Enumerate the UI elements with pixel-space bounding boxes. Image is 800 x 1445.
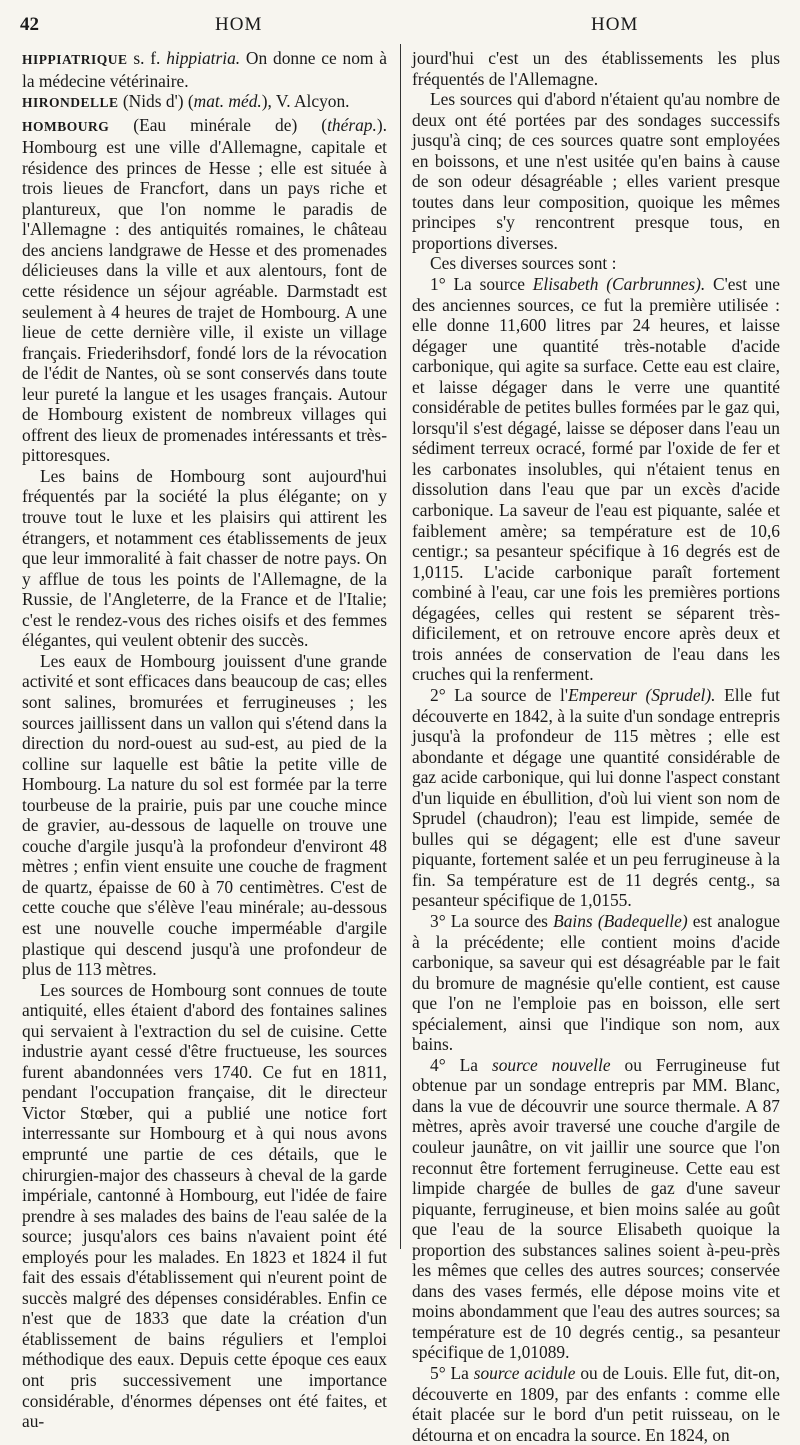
page-header: [20, 14, 780, 44]
source-acidule: 5° La source acidule ou de Louis. Elle fut, dit-on, découverte en 1809, par des enfants : comme elle était placée sur le bord d'un petit ruisseau, on le détourna et on encadra la source. En 1824, on: [412, 1363, 780, 1445]
paragraph: Les sources qui d'abord n'étaient qu'au nombre de deux ont été portées par des sondages successifs jusqu'à cinq; de ces sources quatre sont employées en boissons, et une n'est usitée qu'en bains à cause de son odeur désagréable ; elles varient presque toutes dans leur composition, quoique les mêmes principes s'y rencontrent presque tous, en proportions diverses.: [412, 89, 780, 253]
paragraph: Les sources de Hombourg sont connues de toute antiquité, elles étaient d'abord des fontaines salines qui servaient à l'extraction du sel de cuisine. Cette industrie ayant cessé d'être fructueuse, les sources furent abandonnées vers 1740. Ce fut en 1811, pendant l'occupation française, dit le directeur Victor Stœber, qui a publié une notice fort interressante sur Hombourg et à qui nous avons emprunté une partie de ces détails, que le chirurgien-major des chasseurs à cheval de la garde impériale, cantonné à Hombourg, eut l'idée de faire prendre à ses malades des bains de l'eau salée de la source; jusqu'alors ces bains n'avaient point été employés pour les malades. En 1823 et 1824 il fut fait des essais d'établissement qui n'eurent point de succès malgré des dépenses considérables. Enfin ce n'est que de 1833 que date la création d'un établissement de bains réguliers et l'emploi méthodique des eaux. Depuis cette époque ces eaux ont pris successivement une importance considérable, d'énormes dépenses ont été faites, et au-: [22, 979, 387, 1432]
left-column: [22, 48, 387, 1432]
page-number: 42: [20, 14, 39, 35]
source-empereur: 2° La source de l'Empereur (Sprudel). Elle fut découverte en 1842, à la suite d'un sondage entrepris jusqu'à la profondeur de 115 mètres ; elle est abondante et dégage une quantité considérable de gaz acide carbonique, qui lui donne l'aspect constant d'un liquide en ébullition, d'où lui vient son nom de Sprudel (chaudron); l'eau est limpide, semée de bulles qui se dégagent; elle est d'une saveur piquante, fortement salée et un peu ferrugineuse à la fin. Sa température est de 11 degrés centg., sa pesanteur spécifique de 1,0155.: [412, 684, 780, 911]
source-nouvelle: 4° La source nouvelle ou Ferrugineuse fut obtenue par un sondage entrepris par MM. Blanc, dans la vue de découvrir une source thermale. A 87 mètres, après avoir traversé une couche d'argile de couleur jaunâtre, on vit jaillir une source que l'on reconnut être fortement ferrugineuse. Cette eau est limpide chargée de bulles de gaz d'une saveur piquante, ferrugineuse, et bien moins salée au goût que l'eau de la source Elisabeth quoique la proportion des substances salines soient à-peu-près les mêmes que celles des autres sources; conservée dans des vases fermés, elle dépose moins vite et moins abondamment que l'eau des autres sources; sa température est de 10 degrés centig., sa pesanteur spécifique de 1,01089.: [412, 1054, 780, 1363]
entry-hippiatrique: HIPPIATRIQUE s. f. hippiatria. On donne ce nom à la médecine vétérinaire.: [22, 48, 387, 91]
right-column: [412, 48, 780, 1445]
paragraph: Les eaux de Hombourg jouissent d'une grande activité et sont efficaces dans beaucoup de cas; elles sont salines, bromurées et ferrugineuses ; les sources jaillissent dans un vallon qui s'étend dans la direction du nord-ouest au sud-est, au pied de la colline sur laquelle est bâtie la petite ville de Hombourg. La nature du sol est formée par la terre tourbeuse de la prairie, puis par une couche mince de gravier, au-dessous de laquelle on trouve une couche d'argile jusqu'à la profondeur d'environt 48 mètres ; enfin vient ensuite une couche de fragment de quartz, épaisse de 60 à 70 centimètres. C'est de cette couche que s'élève l'eau minérale; au-dessous est une nouvelle couche imperméable d'argile plastique qui descend jusqu'à une profondeur de plus de 113 mètres.: [22, 650, 387, 980]
entry-hirondelle: HIRONDELLE (Nids d') (mat. méd.), V. Alcyon.: [22, 91, 350, 112]
headword: HIPPIATRIQUE: [22, 52, 128, 67]
entry-hombourg: HOMBOURG (Eau minérale de) (thérap.). Hombourg est une ville d'Allemagne, capitale et résidence des princes de Hesse ; elle est située à trois lieues de Francfort, dans un pays riche et plantureux, que l'on nomme le paradis de l'Allemagne : des antiquités romaines, le château des anciens landgrawe de Hesse et des promenades délicieuses dans la ville et aux alentours, font de cette résidence un séjour agréable. Darmstadt est seulement à 4 heures de trajet de Hombourg. A une lieue de cette dernière ville, il existe un village français. Friederihsdorf, fondé lors de la révocation de l'édit de Nantes, où se sont conservés dans toute leur pureté la langue et les usages français. Autour de Hombourg existent de nombreux villages qui offrent des lieux de promenades intéressants et très-pittoresques.: [22, 114, 387, 466]
running-head-left: HOM: [215, 14, 263, 35]
paragraph-continuation: jourd'hui c'est un des établissements les plus fréquentés de l'Allemagne.: [412, 48, 780, 89]
headword: HIRONDELLE: [22, 95, 119, 111]
column-divider: [400, 44, 401, 1249]
source-elisabeth: 1° La source Elisabeth (Carbrunnes). C'est une des anciennes sources, ce fut la première utilisée : elle donne 11,600 litres par 24 heures, et laisse dégager une quantité très-notable d'acide carbonique, qui agite sa surface. Cette eau est claire, et laisse dégager dans le verre une quantité considérable de petites bulles formées par le gaz qui, lorsqu'il s'est dégagé, laisse se déposer dans l'eau un sédiment terreux ocracé, formé par l'oxide de fer et les carbonates insolubles, qui n'étaient tenus en dissolution dans l'eau que par un excès d'acide carbonique. La saveur de l'eau est piquante, salée et faiblement amère; sa température est de 10,6 centigr.; sa pesanteur spécifique à 16 degrés est de 1,0115. L'acide carbonique paraît fortement combiné à l'eau, car une fois les premières portions dégagées, celles qui restent se séparent très-dificilement, et on retrouve encore après deux et trois années de conservation de l'eau dans les cruches qui la renferment.: [412, 274, 781, 685]
paragraph: Ces diverses sources sont :: [430, 253, 617, 274]
source-bains: 3° La source des Bains (Badequelle) est analogue à la précédente; elle contient moins d'acide carbonique, sa saveur qui est désagréable par le fait du bromure de magnésie qu'elle contient, est cause que l'on ne l'emploie pas en boisson, elle sert spécialement, ainsi que l'indique son nom, aux bains.: [412, 910, 780, 1055]
paragraph: Les bains de Hombourg sont aujourd'hui fréquentés par la société la plus élégante; on y trouve tout le luxe et les plaisirs qui attirent les étrangers, et notamment ces établissements de jeux que leur immoralité à fait chasser de notre pays. On y afflue de tous les points de l'Allemagne, de la Russie, de l'Angleterre, de la France et de l'Italie; c'est le rendez-vous des riches oisifs et des femmes élégantes, qui veulent obtenir des succès.: [22, 465, 387, 651]
running-head-right: HOM: [591, 14, 639, 35]
headword: HOMBOURG: [22, 118, 110, 134]
